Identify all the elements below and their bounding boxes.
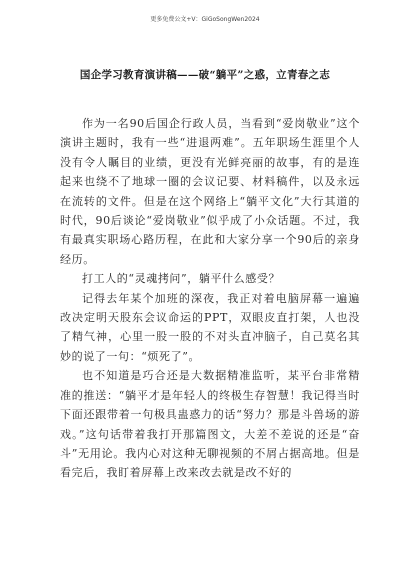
paragraph-subheading: 打工人的“灵魂拷问”，躺平什么感受？ [82,272,281,286]
document-body [60,114,360,483]
paragraph-overtime: 记得去年某个加班的深夜，我正对着电脑屏幕一遍遍改决定明天股东会议命运的PPT，双眼皮直打架，人也没了精气神，心里一股一股的不对头直冲脑子，自己莫名其妙的说了一句：“烦死了”。 [60,291,360,363]
paragraph-push: 也不知道是巧合还是大数据精准监听，某平台非常精准的推送：“躺平才是年轻人的终极生存智慧！我记得当时下面还跟带着一句极具蛊惑力的话“努力？那是斗兽场的游戏。”这句话带着我打开那篇图文，大差不差说的还是“奋斗”无用论。我内心对这种无聊视频的不屑占据高地。但是看完后，我盯着屏幕上改来改去就是改不好的 [60,369,360,480]
header-note: 更多免费公文+V：GiGoSongWen2024 [150,16,260,23]
paragraph-intro: 作为一名90后国企行政人员，当看到“爱岗敬业”这个演讲主题时，我有一些“进退两难”。五年职场生涯里个人没有令人瞩目的业绩，更没有光鲜亮丽的故事，有的是连起来也绕不了地球一圈的会议记要、材料稿件，以及永远在流转的文件。但是在这个网络上“躺平文化”大行其道的时代，90后谈论“爱岗敬业”似乎成了小众话题。不过，我有最真实职场心路历程，在此和大家分享一个90后的亲身经历。 [60,117,360,266]
document-title: 国企学习教育演讲稿——破“躺平”之惑，立青春之志 [79,69,331,81]
